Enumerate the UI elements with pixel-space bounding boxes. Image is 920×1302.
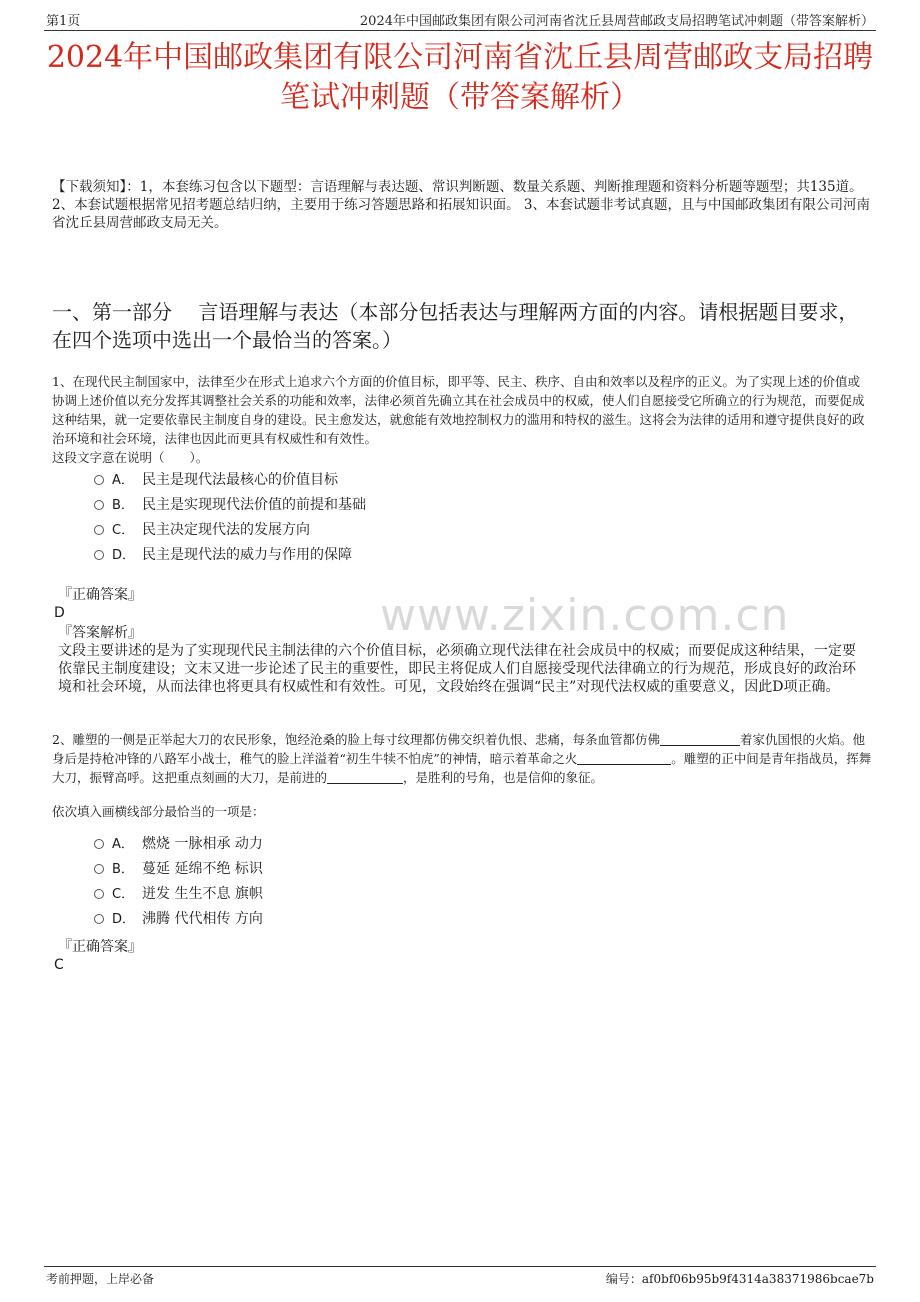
radio-icon[interactable] bbox=[94, 525, 104, 535]
question-2-prompt: 依次填入画横线部分最恰当的一项是： bbox=[52, 804, 265, 819]
radio-icon[interactable] bbox=[94, 889, 104, 899]
option-letter: D． bbox=[112, 548, 136, 563]
page-number: 第1页 bbox=[46, 14, 81, 29]
radio-icon[interactable] bbox=[94, 500, 104, 510]
title-line-1: 2024年中国邮政集团有限公司河南省沈丘县周营邮政支局招聘 bbox=[46, 40, 874, 75]
q1-explanation: 文段主要讲述的是为了实现现代民主制法律的六个价值目标，必须确立现代法律在社会成员中的权威；而要促成这种结果，一定要依靠民主制度建设；文末又进一步论述了民主的重要性，即民主将促成人们自愿接受现代法律确立的行为规范，形成良好的政治环境和社会环境，从而法律也将更具有权威性和有效性。可见，文段始终在强调“民主”对现代法权威的重要意义，因此D项正确。 bbox=[58, 643, 856, 695]
option-text: 民主是现代法的威力与作用的保障 bbox=[142, 547, 352, 563]
q1-option-b[interactable] bbox=[94, 495, 366, 516]
q2-option-b[interactable] bbox=[94, 859, 263, 880]
stem-part: 2、雕塑的一侧是正举起大刀的农民形象，饱经沧桑的脸上每寸纹理都仿佛交织着仇恨、悲痛，每条血管都仿佛 bbox=[52, 732, 660, 747]
q1-option-c[interactable] bbox=[94, 520, 310, 541]
blank-line bbox=[660, 733, 740, 746]
stem-part: ，是胜利的号角，也是信仰的象征。 bbox=[403, 770, 604, 785]
option-text: 蔓延 延绵不绝 标识 bbox=[142, 861, 263, 877]
section-heading: 一、第一部分 言语理解与表达（本部分包括表达与理解两方面的内容。请根据题目要求，在四个选项中选出一个最恰当的答案。） bbox=[52, 300, 859, 352]
option-text: 燃烧 一脉相承 动力 bbox=[142, 836, 263, 852]
radio-icon[interactable] bbox=[94, 914, 104, 924]
header-rule bbox=[44, 30, 876, 31]
option-letter: B． bbox=[112, 498, 134, 513]
option-text: 民主是实现现代法价值的前提和基础 bbox=[142, 497, 366, 513]
q2-option-a[interactable] bbox=[94, 834, 263, 855]
question-1-stem: 1、在现代民主制国家中，法律至少在形式上追求六个方面的价值目标，即平等、民主、秩序、自由和效率以及程序的正义。为了实现上述的价值或协调上述价值以充分发挥其调整社会关系的功能和效率，法律必须首先确立其在社会成员中的权威，使人们自愿接受它所确立的行为规范，而要促成这种结果，就一定要依靠民主制度自身的建设。民主愈发达，就愈能有效地控制权力的滥用和特权的滋生。这将会为法律的适用和遵守提供良好的政治环境和社会环境，法律也因此而更具有权威性和有效性。 bbox=[52, 374, 865, 446]
q1-explain-label: 『答案解析』 bbox=[58, 625, 142, 641]
q2-option-d[interactable] bbox=[94, 909, 263, 930]
option-text: 沸腾 代代相传 方向 bbox=[142, 911, 263, 927]
q1-answer-label: 『正确答案』 bbox=[58, 587, 142, 603]
footer-rule bbox=[44, 1266, 876, 1267]
option-letter: D． bbox=[112, 912, 136, 927]
option-letter: A． bbox=[112, 473, 134, 488]
footer-serial: 编号：af0bf06b95b9f4314a38371986bcae7b bbox=[605, 1272, 874, 1286]
download-notice: 【下载须知】：1，本套练习包含以下题型：言语理解与表达题、常识判断题、数量关系题、判断推理题和资料分析题等题型；共135道。 2、本套试题根据常见招考题总结归纳，主要用于练习答题思路和拓展知识面。 3、本套试题非考试真题，且与中国邮政集团有限公司河南省沈丘县周营邮政支局无关。 bbox=[52, 179, 870, 231]
document-title bbox=[40, 38, 880, 118]
radio-icon[interactable] bbox=[94, 864, 104, 874]
q1-option-d[interactable] bbox=[94, 545, 352, 566]
q2-option-c[interactable] bbox=[94, 884, 263, 905]
footer-slogan: 考前押题，上岸必备 bbox=[46, 1272, 155, 1286]
stem-part: 着家仇国恨的火焰。他身后是持枪冲锋的八路军小战士，稚气的脸上洋溢着“初生牛犊不怕虎”的神情，暗示着革命之火 bbox=[52, 732, 865, 766]
option-letter: C． bbox=[112, 523, 135, 538]
option-text: 迸发 生生不息 旗帜 bbox=[142, 886, 263, 902]
option-text: 民主决定现代法的发展方向 bbox=[142, 522, 310, 538]
q2-answer-label: 『正确答案』 bbox=[58, 939, 142, 955]
watermark: www.zixin.com.cn bbox=[380, 590, 790, 641]
question-1-prompt: 这段文字意在说明（ ）。 bbox=[52, 450, 209, 465]
q1-option-a[interactable] bbox=[94, 470, 338, 491]
q1-answer: D bbox=[54, 605, 65, 621]
blank-line bbox=[577, 752, 671, 765]
radio-icon[interactable] bbox=[94, 475, 104, 485]
option-letter: C． bbox=[112, 887, 135, 902]
header-title: 2024年中国邮政集团有限公司河南省沈丘县周营邮政支局招聘笔试冲刺题（带答案解析） bbox=[359, 14, 874, 29]
blank-line bbox=[327, 771, 403, 784]
title-line-2: 笔试冲刺题（带答案解析） bbox=[280, 80, 640, 115]
question-2-stem bbox=[52, 730, 872, 787]
option-text: 民主是现代法最核心的价值目标 bbox=[142, 472, 338, 488]
radio-icon[interactable] bbox=[94, 550, 104, 560]
stem-part: 。雕塑的正中间是青年指战员，挥舞大刀，振臂高呼。这把重点刻画的大刀，是前进的 bbox=[52, 751, 872, 785]
option-letter: A． bbox=[112, 837, 134, 852]
q2-answer: C bbox=[54, 957, 64, 973]
option-letter: B． bbox=[112, 862, 134, 877]
radio-icon[interactable] bbox=[94, 839, 104, 849]
